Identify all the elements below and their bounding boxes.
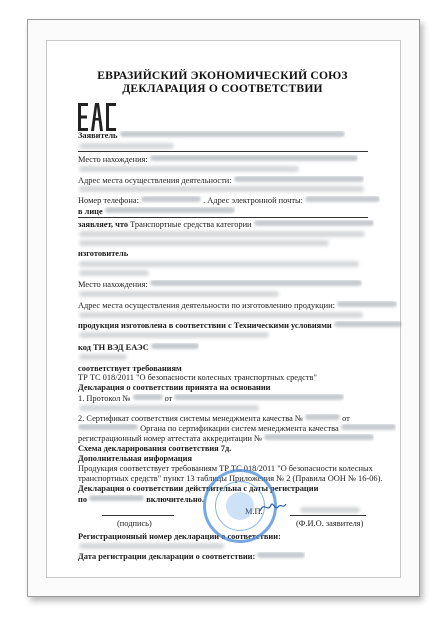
- scheme-text: Схема декларирования соответствия 7д.: [78, 444, 232, 453]
- redacted-product-desc-cont: [79, 240, 329, 246]
- person-label: в лице: [78, 207, 103, 216]
- redacted-accreditation-number: [264, 434, 374, 440]
- production-address-line: [78, 301, 397, 311]
- manufacturer-label: изготовитель: [78, 249, 129, 258]
- phone-email-line: [78, 196, 380, 206]
- basis-item2-prefix: 2. Сертификат соответствия системы менеджмента качества №: [78, 414, 303, 423]
- validity-until-suffix: включительно.: [146, 495, 204, 504]
- basis-item1-prefix: 1. Протокол №: [78, 394, 131, 403]
- redacted-protocol-number: [133, 394, 163, 400]
- seal-center: [226, 492, 254, 520]
- validity-label: Декларация о соответствии действительна с даты регистрации: [78, 484, 319, 493]
- mp-label: М.П.: [245, 507, 263, 516]
- declares-text: Транспортные средства категории: [130, 220, 252, 229]
- basis-item1-line: [78, 394, 344, 404]
- redacted-applicant-location-cont: [79, 166, 299, 172]
- applicant-label: Заявитель: [78, 131, 118, 140]
- registration-date-line: [78, 552, 305, 562]
- fio-caption: (Ф.И.О. заявителя): [296, 519, 364, 528]
- document-title: ДЕКЛАРАЦИЯ О СООТВЕТСТВИИ: [122, 82, 323, 95]
- sign-caption: (подпись): [117, 519, 152, 528]
- handwritten-signature: [258, 499, 288, 515]
- redacted-production-address-cont: [79, 312, 363, 318]
- requirements-text: ТР ТС 018/2011 "О безопасности колесных транспортных средств": [78, 373, 317, 382]
- phone-label: Номер телефона:: [78, 196, 139, 205]
- manufacturer-location-line: [78, 280, 362, 290]
- redacted-protocol-details-cont: [79, 405, 259, 411]
- basis-item2-line3-text: регистрационный номер аттестата аккредитации №: [78, 434, 263, 443]
- tnved-label: код ТН ВЭД ЕАЭС: [78, 343, 149, 352]
- redacted-registration-date: [257, 552, 305, 558]
- fio-line: [290, 515, 366, 516]
- redacted-product-desc: [79, 231, 365, 237]
- declares-line: [78, 220, 374, 230]
- applicant-activity-line: [78, 176, 364, 186]
- redacted-registration-number: [79, 543, 224, 549]
- person-line: [78, 207, 235, 217]
- redacted-applicant-location: [150, 155, 358, 161]
- divider: [78, 217, 368, 218]
- redacted-manufacturer-location-cont: [79, 291, 279, 297]
- basis-item2-line: [78, 414, 350, 424]
- applicant-activity-label: Адрес места осуществления деятельности:: [78, 176, 232, 185]
- additional-label: Дополнительная информация: [78, 454, 192, 463]
- eac-mark-icon: [77, 102, 117, 132]
- redacted-certification-body: [341, 424, 396, 430]
- redacted-applicant-fio: [300, 507, 360, 513]
- email-label: . Адрес электронной почты:: [203, 196, 303, 205]
- redacted-activity-address: [234, 176, 364, 182]
- redacted-manufacturer-cont: [79, 270, 149, 276]
- basis-item2-line2-text: Органа по сертификации систем менеджмента качества: [140, 424, 339, 433]
- conditions-line: [78, 321, 402, 331]
- validity-until-prefix: по: [78, 495, 88, 504]
- declares-label: заявляет, что: [78, 220, 129, 229]
- redacted-conditions: [334, 321, 402, 327]
- tnved-line: [78, 343, 199, 353]
- basis-item1-mid: от: [164, 394, 173, 403]
- manufacturer-location-label: Место нахождения:: [78, 280, 148, 289]
- additional-line1: Продукция соответствует требованиям ТР ТС 018/2011 "О безопасности колесных: [78, 464, 373, 473]
- redacted-vehicle-category: [254, 220, 374, 226]
- redacted-conditions-cont: [79, 332, 269, 338]
- manufacturer-line: [78, 249, 128, 259]
- redacted-applicant-name: [120, 131, 345, 137]
- conditions-text: продукция изготовлена в соответствии с Техническими условиями: [78, 321, 332, 330]
- redacted-tnved-code-cont: [79, 354, 127, 360]
- redacted-certificate-date: [78, 424, 138, 430]
- redacted-activity-address-cont: [79, 186, 364, 192]
- redacted-manufacturer-location: [150, 280, 362, 286]
- production-address-label: Адрес места осуществления деятельности по изготовлению продукции:: [78, 301, 335, 310]
- signature-line: [102, 515, 174, 516]
- applicant-location-label: Место нахождения:: [78, 155, 148, 164]
- applicant-location-line: [78, 155, 358, 165]
- union-title: ЕВРАЗИЙСКИЙ ЭКОНОМИЧЕСКИЙ СОЮЗ: [97, 69, 348, 82]
- applicant-line: [78, 131, 345, 141]
- redacted-manufacturer: [79, 261, 359, 267]
- redacted-protocol-details: [174, 394, 344, 400]
- redacted-person: [105, 207, 235, 213]
- redacted-phone: [141, 196, 201, 202]
- basis-item2-line3: [78, 434, 374, 444]
- additional-line2: транспортных средств" пункт 13 таблицы Приложения № 2 (Правила ООН № 16-06).: [78, 474, 383, 483]
- requirements-label: соответствует требованиям: [78, 364, 182, 373]
- validity-until-line: [78, 495, 204, 505]
- redacted-certificate-number: [305, 414, 340, 420]
- redacted-email: [305, 196, 380, 202]
- redacted-validity-date: [89, 495, 144, 501]
- basis-item2-mid: от: [342, 414, 350, 423]
- basis-label: Декларация о соответствии принята на основании: [78, 383, 271, 392]
- registration-date-label: Дата регистрации декларации о соответствии:: [78, 552, 256, 561]
- redacted-tnved-code: [151, 343, 199, 349]
- registration-number-label: Регистрационный номер декларации о соответствии:: [78, 532, 281, 541]
- basis-item2-line2: [78, 424, 396, 434]
- redacted-production-address: [337, 301, 397, 307]
- divider: [78, 151, 368, 152]
- redacted-applicant-name-cont: [79, 143, 174, 149]
